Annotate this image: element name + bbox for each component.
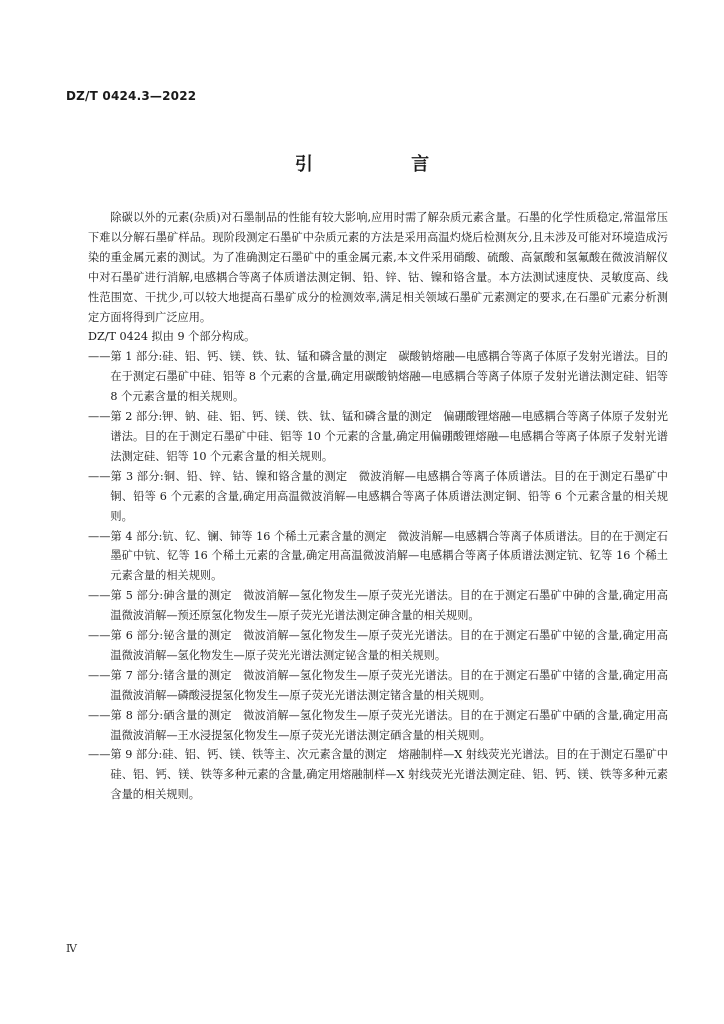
em-dash: ——	[88, 629, 111, 643]
em-dash: ——	[88, 350, 111, 364]
part-item-3	[88, 467, 668, 527]
part-text: 第 8 部分:硒含量的测定 微波消解—氢化物发生—原子荧光光谱法。目的在于测定石墨矿中硒的含量,确定用高温微波消解—王水浸提氢化物发生—原子荧光光谱法测定硒含量的相关规则。	[110, 708, 668, 742]
part-text: 第 2 部分:钾、钠、硅、铝、钙、镁、铁、钛、锰和磷含量的测定 偏硼酸锂熔融—电感耦合等离子体原子发射光谱法。目的在于测定石墨矿中硅、铝等 10 个元素的含量,确定用偏硼酸锂熔融—电感耦合等离子体原子发射光谱法测定硅、铝等 10 个元素含量的相关规则。	[110, 410, 668, 463]
page-title: 引 言	[294, 154, 476, 175]
em-dash: ——	[88, 589, 111, 603]
em-dash: ——	[88, 708, 111, 722]
em-dash: ——	[88, 748, 111, 762]
part-item-2	[88, 407, 668, 467]
part-text: 第 6 部分:铋含量的测定 微波消解—氢化物发生—原子荧光光谱法。目的在于测定石墨矿中铋的含量,确定用高温微波消解—氢化物发生—原子荧光光谱法测定铋含量的相关规则。	[110, 629, 668, 662]
page-number: Ⅳ	[66, 942, 77, 955]
em-dash: ——	[88, 410, 111, 424]
part-item-4	[88, 527, 668, 587]
part-item-5	[88, 586, 668, 626]
intro-paragraph: 除碳以外的元素(杂质)对石墨制品的性能有较大影响,应用时需了解杂质元素含量。石墨的化学性质稳定,常温常压下难以分解石墨矿样品。现阶段测定石墨矿中杂质元素的方法是采用高温灼烧后检测灰分,且未涉及可能对环境造成污染的重金属元素的测试。为了准确测定石墨矿中的重金属元素,本文件采用硝酸、硫酸、高氯酸和氢氟酸在微波消解仪中对石墨矿进行消解,电感耦合等离子体质谱法测定铜、铅、锌、钴、镍和铬含量。本方法测试速度快、灵敏度高、线性范围宽、干扰少,可以较大地提高石墨矿成分的检测效率,满足相关领域石墨矿元素测定的要求,在石墨矿元素分析测定方面将得到广泛应用。	[88, 211, 668, 324]
part-item-7	[88, 666, 668, 706]
part-text: 第 4 部分:钪、钇、镧、铈等 16 个稀土元素含量的测定 微波消解—电感耦合等离子体质谱法。目的在于测定石墨矿中钪、钇等 16 个稀土元素的含量,确定用高温微波消解—电感耦合等离子体质谱法测定钪、钇等 16 个稀土元素含量的相关规则。	[110, 529, 668, 583]
em-dash: ——	[88, 668, 111, 682]
part-item-8	[88, 706, 668, 746]
part-item-9	[88, 745, 668, 805]
part-text: 第 3 部分:铜、铅、锌、钴、镍和铬含量的测定 微波消解—电感耦合等离子体质谱法。目的在于测定石墨矿中铜、铅等 6 个元素的含量,确定用高温微波消解—电感耦合等离子体质谱法测定铜、铅等 6 个元素含量的相关规则。	[110, 469, 668, 523]
part-item-6	[88, 626, 668, 666]
em-dash: ——	[88, 529, 111, 543]
standard-code: DZ/T 0424.3—2022	[66, 89, 197, 103]
part-text: 第 1 部分:硅、铝、钙、镁、铁、钛、锰和磷含量的测定 碳酸钠熔融—电感耦合等离子体原子发射光谱法。目的在于测定石墨矿中硅、铝等 8 个元素的含量,确定用碳酸钠熔融—电感耦合等离子体原子发射光谱法测定硅、铝等 8 个元素含量的相关规则。	[110, 350, 668, 404]
part-text: 第 5 部分:砷含量的测定 微波消解—氢化物发生—原子荧光光谱法。目的在于测定石墨矿中砷的含量,确定用高温微波消解—预还原氢化物发生—原子荧光光谱法测定砷含量的相关规则。	[110, 589, 668, 623]
part-text: 第 7 部分:锗含量的测定 微波消解—氢化物发生—原子荧光光谱法。目的在于测定石墨矿中锗的含量,确定用高温微波消解—磷酸浸提氢化物发生—原子荧光光谱法测定锗含量的相关规则。	[110, 668, 668, 702]
part-text: 第 9 部分:硅、铝、钙、镁、铁等主、次元素含量的测定 熔融制样—X 射线荧光光谱法。目的在于测定石墨矿中硅、铝、钙、镁、铁等多种元素的含量,确定用熔融制样—X 射线荧光光谱法测定硅、铝、钙、镁、铁等多种元素含量的相关规则。	[110, 748, 668, 802]
structure-note: DZ/T 0424 拟由 9 个部分构成。	[88, 330, 256, 344]
em-dash: ——	[88, 469, 111, 483]
introduction-body	[88, 208, 668, 805]
part-item-1	[88, 347, 668, 407]
